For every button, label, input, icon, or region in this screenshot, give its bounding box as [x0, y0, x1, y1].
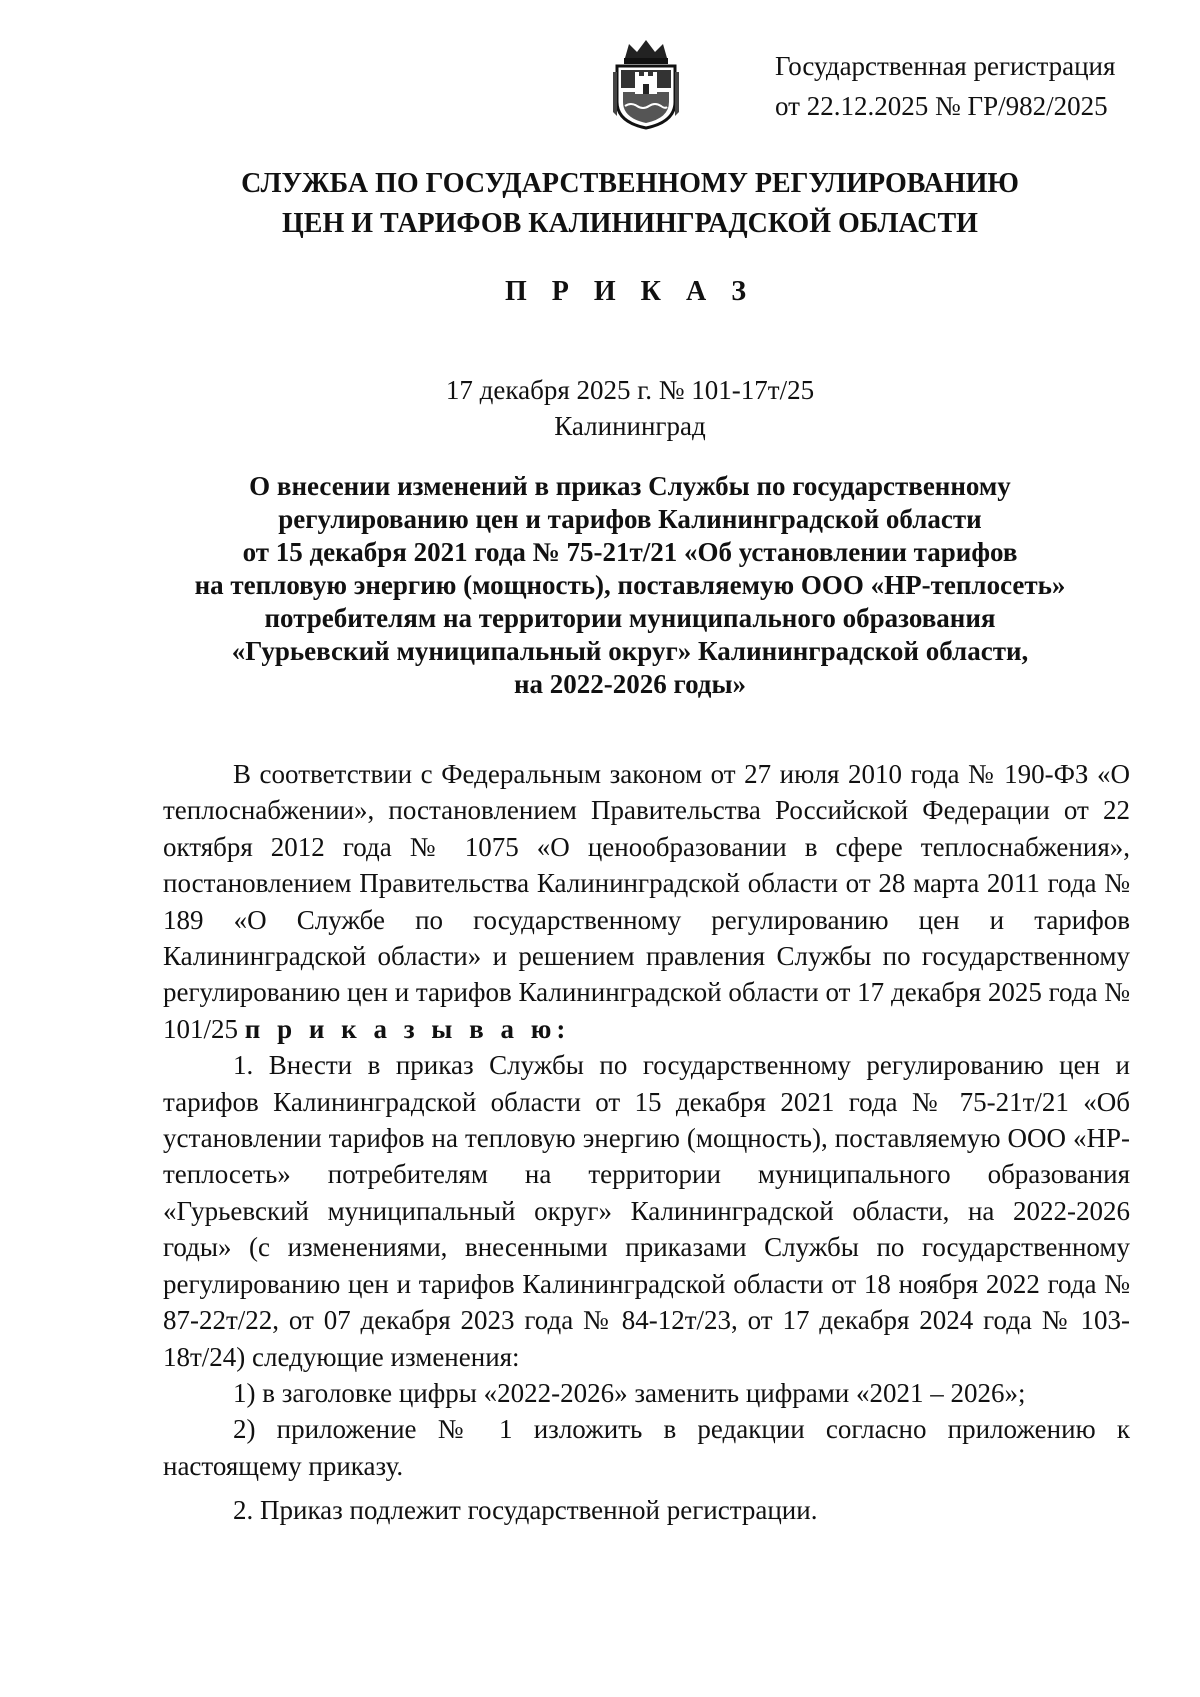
subject-line: регулированию цен и тарифов Калининградской области	[278, 504, 982, 534]
kaliningrad-coat-of-arms-icon	[611, 36, 681, 132]
order-date-number: 17 декабря 2025 г. № 101-17т/25	[445, 375, 815, 405]
registration-label: Государственная регистрация	[775, 51, 1116, 81]
order-word: п р и к а з ы в а ю:	[244, 1013, 571, 1044]
agency-name-line-1: СЛУЖБА ПО ГОСУДАРСТВЕННОМУ РЕГУЛИРОВАНИЮ	[241, 168, 1019, 199]
registration-stamp	[775, 46, 1155, 126]
item-1-1-paragraph: 1) в заголовке цифры «2022-2026» заменить цифрами «2021 – 2026»;	[233, 1377, 1026, 1408]
subject-line: потребителям на территории муниципального образования	[264, 603, 996, 633]
coat-of-arms-emblem	[611, 36, 681, 132]
agency-name-line-2: ЦЕН И ТАРИФОВ КАЛИНИНГРАДСКОЙ ОБЛАСТИ	[282, 208, 978, 239]
subject-line: от 15 декабря 2021 года № 75-21т/21 «Об установлении тарифов	[242, 537, 1018, 567]
item-1-2-paragraph: 2) приложение № 1 изложить в редакции согласно приложению к настоящему приказу.	[163, 1414, 1130, 1481]
order-date-block	[130, 372, 1130, 444]
subject-line: О внесении изменений в приказ Службы по государственному	[249, 471, 1011, 501]
order-body	[163, 756, 1130, 1529]
document-type-title: П Р И К А З	[505, 276, 755, 307]
item-2-paragraph: 2. Приказ подлежит государственной регистрации.	[233, 1495, 818, 1526]
preamble-text: В соответствии с Федеральным законом от 27 июля 2010 года № 190-ФЗ «О теплоснабжении», постановлением Правительства Российской Федерации от 22 октября 2012 года № 1075 «О ценообразовании в сфере теплоснабжения», постановлением Правительства Калининградской области от 28 марта 2011 года № 189 «О Службе по государственному регулированию цен и тарифов Калининградской области» и решением правления Службы по государственному регулированию цен и тарифов Калининградской области от 17 декабря 2025 года № 101/25	[163, 759, 1130, 1044]
registration-date-number: от 22.12.2025 № ГР/982/2025	[775, 91, 1108, 121]
subject-line: на 2022-2026 годы»	[513, 669, 747, 699]
item-1-paragraph: 1. Внести в приказ Службы по государственному регулированию цен и тарифов Калининградской области от 15 декабря 2021 года № 75-21т/21 «Об установлении тарифов на тепловую энергию (мощность), поставляемую ООО «НР-теплосеть» потребителям на территории муниципального образования «Гурьевский муниципальный округ» Калининградской области, на 2022-2026 годы» (с изменениями, внесенными приказами Службы по государственному регулированию цен и тарифов Калининградской области от 18 ноября 2022 года № 87-22т/22, от 07 декабря 2023 года № 84-12т/23, от 17 декабря 2024 года № 103-18т/24) следующие изменения:	[163, 1050, 1130, 1372]
agency-name	[130, 164, 1130, 244]
subject-line: на тепловую энергию (мощность), поставляемую ООО «НР-теплосеть»	[194, 570, 1066, 600]
subject-line: «Гурьевский муниципальный округ» Калининградской области,	[231, 636, 1029, 666]
order-city: Калининград	[554, 411, 706, 441]
order-subject-title	[130, 470, 1130, 701]
preamble-paragraph	[163, 756, 1130, 1047]
